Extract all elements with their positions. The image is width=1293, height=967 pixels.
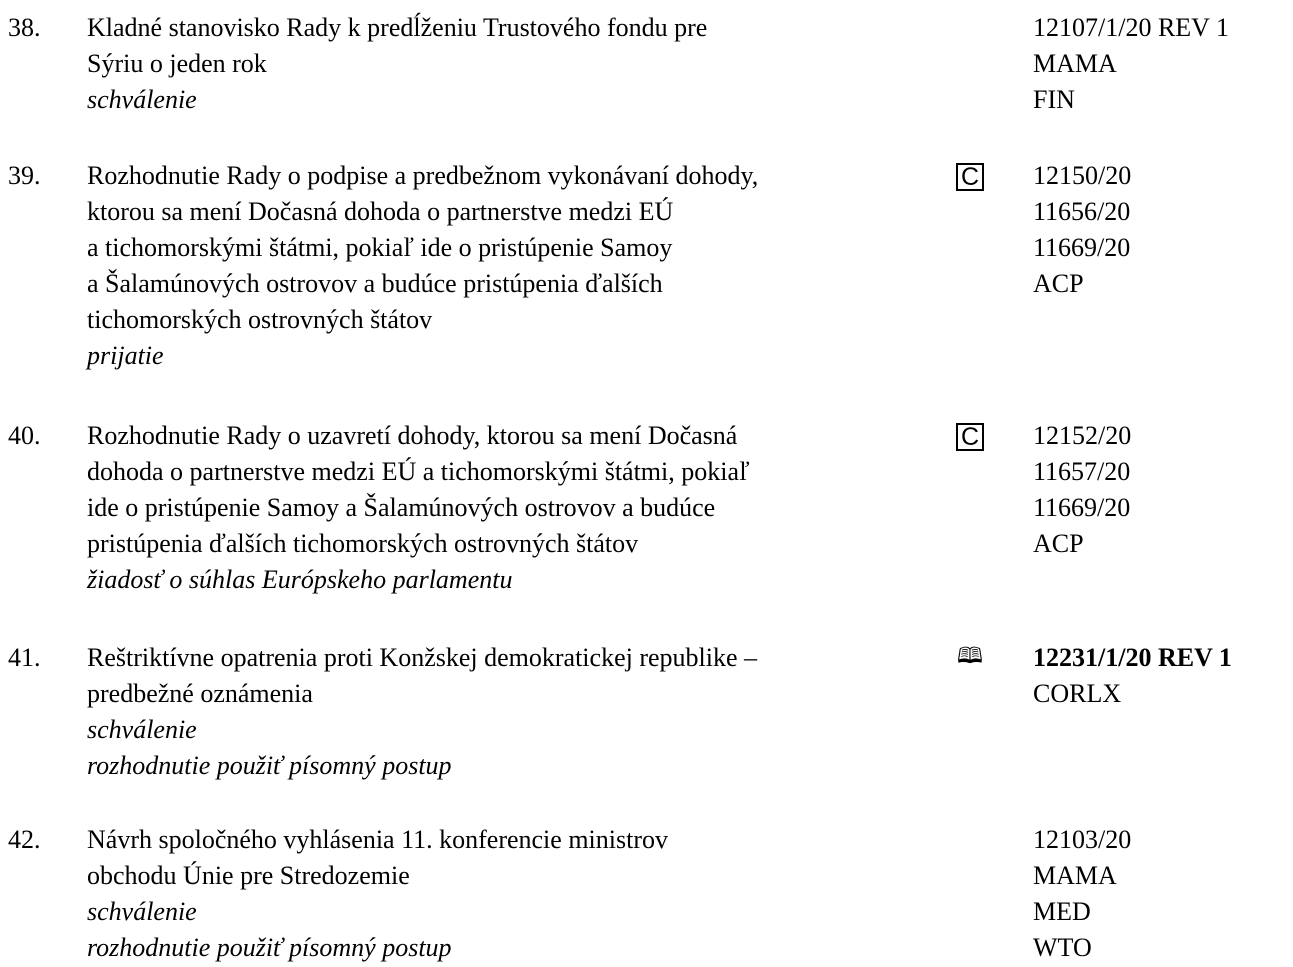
document-ref: MAMA [1033, 49, 1117, 78]
item-title-line: dohoda o partnerstve medzi EÚ a tichomorskými štátmi, pokiaľ [87, 457, 750, 486]
document-ref: ACP [1033, 269, 1084, 298]
item-title-line: pristúpenia ďalších tichomorských ostrovných štátov [87, 529, 639, 558]
document-ref: ACP [1033, 529, 1084, 558]
document-ref: 12150/20 [1033, 161, 1132, 190]
c-box-icon: C [956, 423, 984, 451]
item-number: 41. [8, 643, 41, 672]
document-ref: 12231/1/20 REV 1 [1033, 643, 1232, 672]
item-description [87, 10, 947, 118]
document-ref: 12103/20 [1033, 825, 1132, 854]
document-ref: FIN [1033, 85, 1075, 114]
document-ref: MAMA [1033, 861, 1117, 890]
item-action: žiadosť o súhlas Európskeho parlamentu [87, 565, 513, 594]
c-box-icon: C [956, 163, 984, 191]
item-title-line: Sýriu o jeden rok [87, 49, 267, 78]
item-description [87, 640, 947, 784]
item-title-line: Kladné stanovisko Rady k predĺženiu Trustového fondu pre [87, 13, 708, 42]
item-title-line: ide o pristúpenie Samoy a Šalamúnových ostrovov a budúce [87, 493, 716, 522]
item-title-line: obchodu Únie pre Stredozemie [87, 861, 410, 890]
document-ref: 11669/20 [1033, 233, 1131, 262]
document-references [1033, 822, 1131, 966]
item-title-line: Rozhodnutie Rady o uzavretí dohody, ktorou sa mení Dočasná [87, 421, 738, 450]
item-title-line: predbežné oznámenia [87, 679, 313, 708]
document-ref: CORLX [1033, 679, 1122, 708]
item-number: 39. [8, 161, 41, 190]
document-ref: 11669/20 [1033, 493, 1131, 522]
item-title-line: a tichomorskými štátmi, pokiaľ ide o pristúpenie Samoy [87, 233, 673, 262]
document-references [1033, 418, 1131, 562]
document-ref: 11656/20 [1033, 197, 1131, 226]
document-ref: WTO [1033, 933, 1092, 962]
open-book-icon: 🕮 [957, 644, 983, 669]
item-action: prijatie [87, 341, 164, 370]
item-title-line: Reštriktívne opatrenia proti Konžskej demokratickej republike – [87, 643, 758, 672]
document-ref: 12152/20 [1033, 421, 1132, 450]
item-number: 42. [8, 825, 41, 854]
item-action: schválenie [87, 715, 197, 744]
item-description [87, 158, 947, 374]
document-ref: MED [1033, 897, 1091, 926]
item-title-line: Rozhodnutie Rady o podpise a predbežnom vykonávaní dohody, [87, 161, 759, 190]
item-number: 40. [8, 421, 41, 450]
item-description [87, 822, 947, 966]
document-references [1033, 640, 1232, 712]
item-title-line: tichomorských ostrovných štátov [87, 305, 433, 334]
item-title-line: ktorou sa mení Dočasná dohoda o partnerstve medzi EÚ [87, 197, 674, 226]
item-action: rozhodnutie použiť písomný postup [87, 933, 452, 962]
document-references [1033, 10, 1229, 118]
item-description [87, 418, 947, 598]
document-ref: 11657/20 [1033, 457, 1131, 486]
item-title-line: Návrh spoločného vyhlásenia 11. konferencie ministrov [87, 825, 668, 854]
document-ref: 12107/1/20 REV 1 [1033, 13, 1229, 42]
document-references [1033, 158, 1131, 302]
item-action: rozhodnutie použiť písomný postup [87, 751, 452, 780]
item-action: schválenie [87, 85, 197, 114]
item-action: schválenie [87, 897, 197, 926]
item-title-line: a Šalamúnových ostrovov a budúce pristúpenia ďalších [87, 269, 663, 298]
item-number: 38. [8, 13, 41, 42]
